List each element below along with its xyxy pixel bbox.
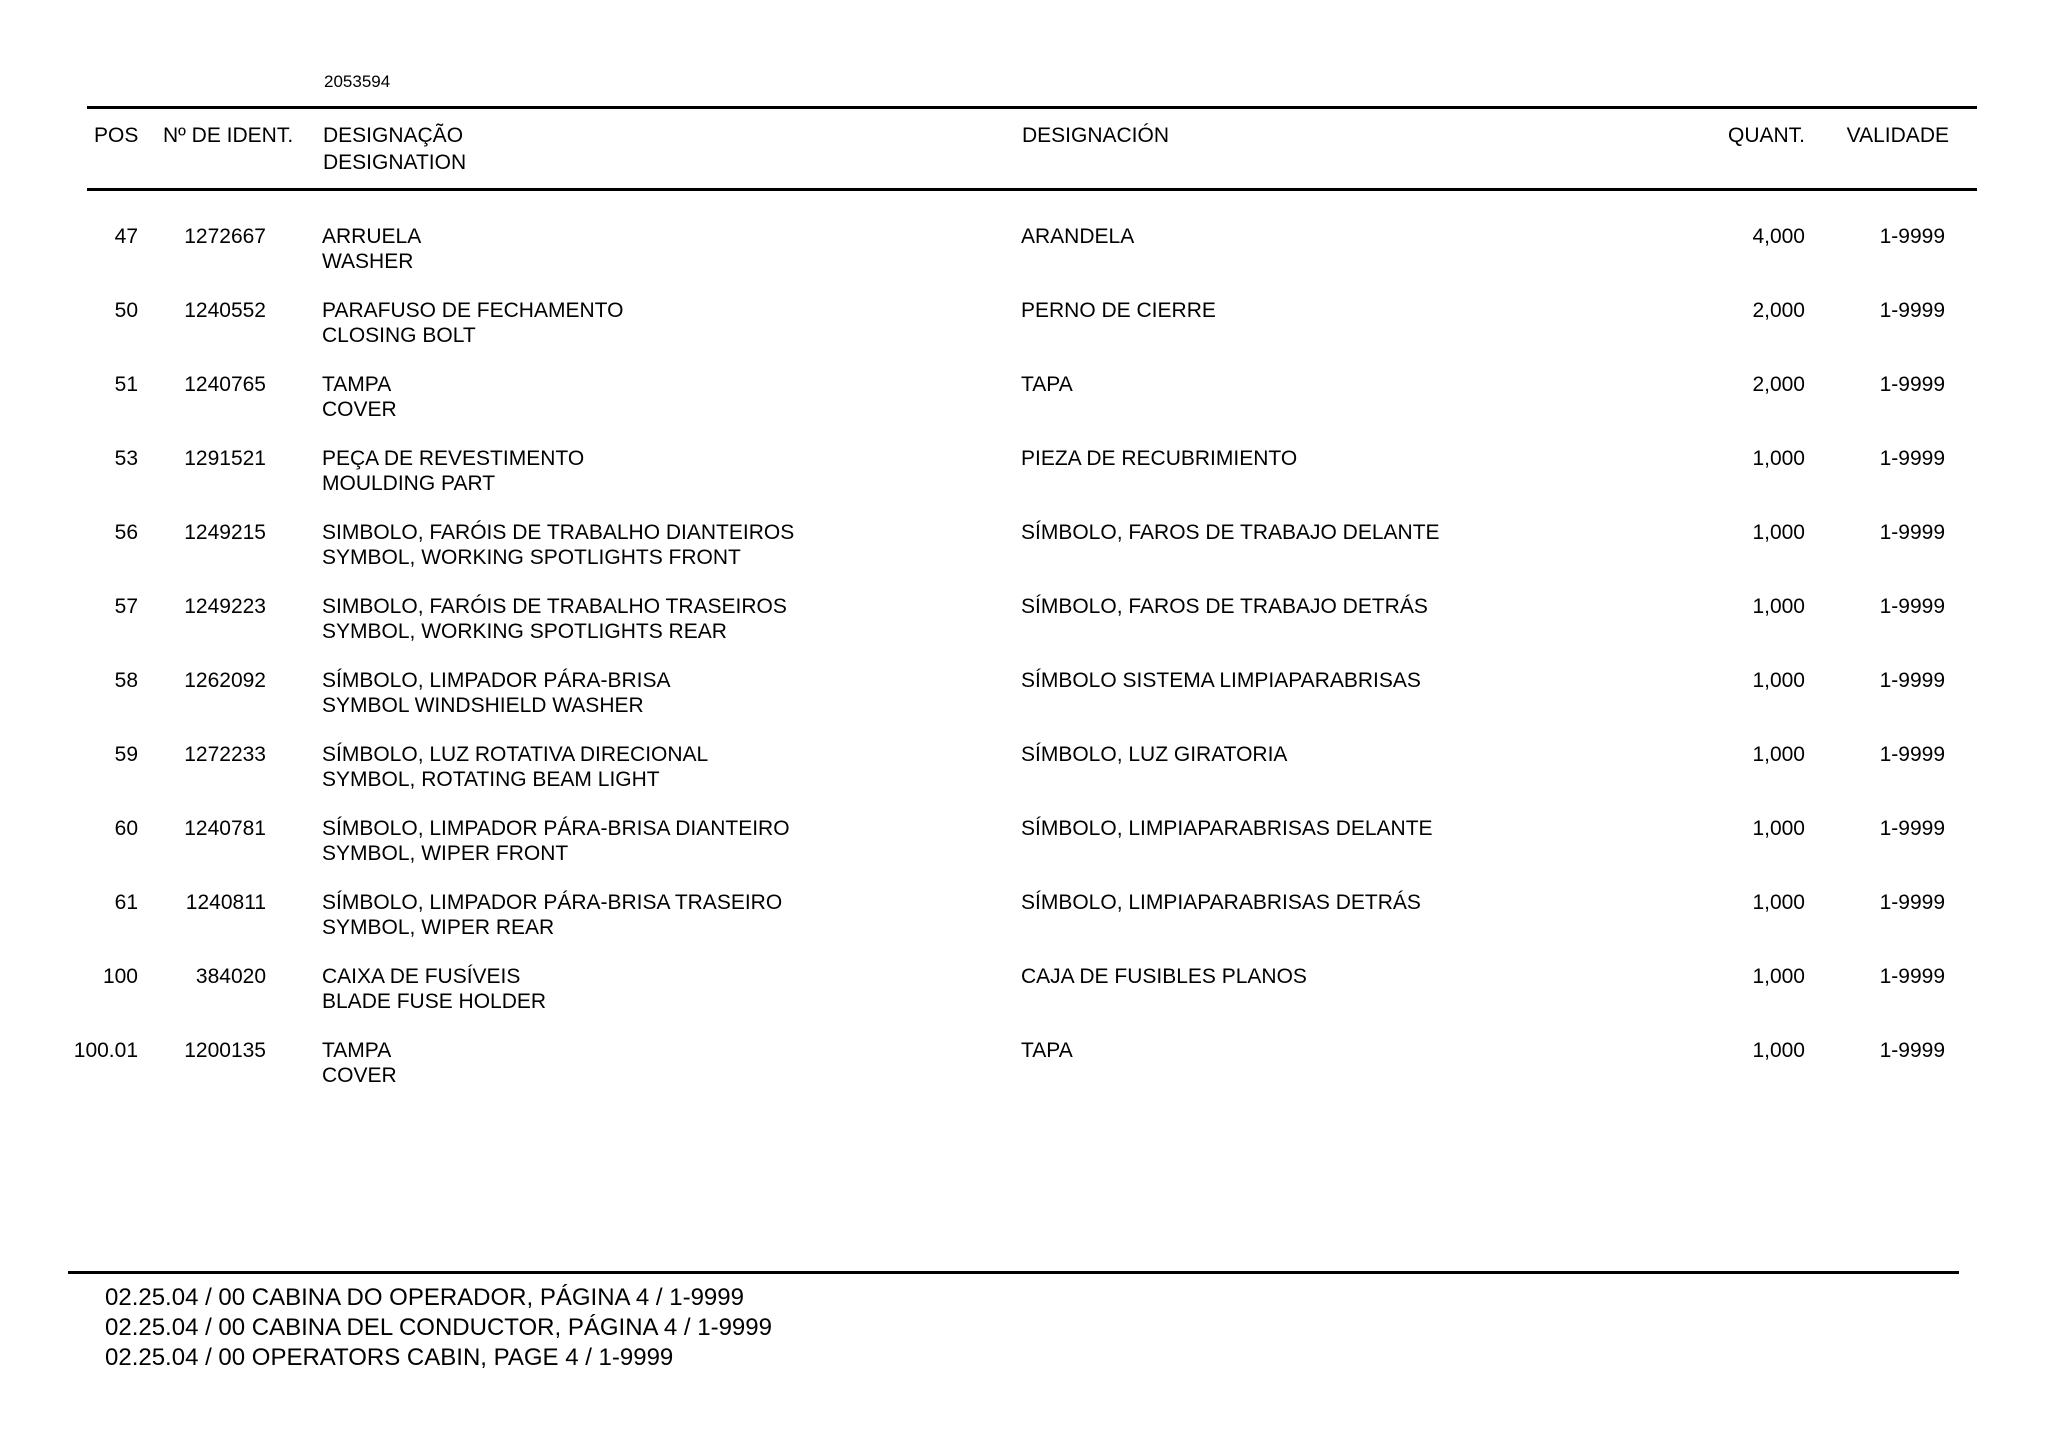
- row-designation-en: SYMBOL, ROTATING BEAM LIGHT: [322, 768, 660, 791]
- row-designation: [322, 224, 421, 274]
- row-quantity: 1,000: [1752, 891, 1805, 914]
- row-validity: 1-9999: [1879, 373, 1945, 396]
- row-pos: 57: [114, 595, 138, 618]
- row-ident: 1240552: [184, 299, 266, 322]
- row-designation-en: SYMBOL, WIPER FRONT: [322, 842, 569, 865]
- row-validity: 1-9999: [1879, 521, 1945, 544]
- row-designation-pt: SÍMBOLO, LIMPADOR PÁRA-BRISA TRASEIRO: [322, 891, 783, 914]
- row-designation: [322, 890, 782, 940]
- row-designation: [322, 816, 790, 866]
- row-pos: 60: [114, 817, 138, 840]
- row-designation: [322, 668, 671, 718]
- column-header-designation-es: DESIGNACIÓN: [1022, 124, 1170, 147]
- row-quantity: 1,000: [1752, 743, 1805, 766]
- row-validity: 1-9999: [1879, 299, 1945, 322]
- row-designation-en: SYMBOL, WORKING SPOTLIGHTS FRONT: [322, 546, 741, 569]
- column-header-quant: QUANT.: [1727, 124, 1805, 147]
- row-validity: 1-9999: [1879, 743, 1945, 766]
- row-pos: 47: [114, 225, 138, 248]
- table-row: [0, 890, 2048, 964]
- row-designation-en: COVER: [322, 398, 397, 421]
- row-quantity: 1,000: [1752, 669, 1805, 692]
- row-designation-es: ARANDELA: [1021, 225, 1135, 248]
- row-designation-es: SÍMBOLO, LUZ GIRATORIA: [1021, 743, 1288, 766]
- row-ident: 1200135: [184, 1039, 266, 1062]
- row-designation-en: COVER: [322, 1064, 397, 1087]
- footer-line-en: 02.25.04 / 00 OPERATORS CABIN, PAGE 4 / 1-9999: [105, 1344, 674, 1371]
- row-designation: [322, 594, 787, 644]
- row-quantity: 1,000: [1752, 965, 1805, 988]
- column-header-pos: POS: [94, 124, 139, 147]
- row-designation-es: PIEZA DE RECUBRIMIENTO: [1021, 447, 1298, 470]
- table-row: [0, 816, 2048, 890]
- row-ident: 1240811: [185, 891, 266, 914]
- table-row: [0, 446, 2048, 520]
- column-header-designation-en: DESIGNATION: [323, 151, 467, 174]
- row-pos: 51: [114, 373, 138, 396]
- column-header-validity: VALIDADE: [1846, 124, 1949, 147]
- row-designation: [322, 446, 584, 496]
- row-ident: 1272667: [184, 225, 266, 248]
- row-designation-es: SÍMBOLO SISTEMA LIMPIAPARABRISAS: [1021, 669, 1421, 692]
- row-ident: 1240765: [184, 373, 266, 396]
- row-designation-es: CAJA DE FUSIBLES PLANOS: [1021, 965, 1307, 988]
- row-designation: [322, 520, 794, 570]
- row-ident: 1272233: [184, 743, 266, 766]
- column-header-designation-pt: DESIGNAÇÃO: [323, 124, 464, 147]
- row-pos: 53: [114, 447, 138, 470]
- footer-line-es: 02.25.04 / 00 CABINA DEL CONDUCTOR, PÁGINA 4 / 1-9999: [105, 1314, 772, 1341]
- row-designation-es: PERNO DE CIERRE: [1021, 299, 1216, 322]
- row-designation: [322, 372, 397, 422]
- row-designation-pt: SIMBOLO, FARÓIS DE TRABALHO TRASEIROS: [322, 595, 787, 618]
- row-quantity: 1,000: [1752, 1039, 1805, 1062]
- row-validity: 1-9999: [1879, 891, 1945, 914]
- row-designation-en: SYMBOL, WORKING SPOTLIGHTS REAR: [322, 620, 727, 643]
- table-row: [0, 372, 2048, 446]
- row-designation-en: SYMBOL WINDSHIELD WASHER: [322, 694, 644, 717]
- row-ident: 1249215: [184, 521, 266, 544]
- row-designation-pt: SÍMBOLO, LIMPADOR PÁRA-BRISA: [322, 669, 671, 692]
- row-designation-en: MOULDING PART: [322, 472, 496, 495]
- table-row: [0, 1038, 2048, 1112]
- row-pos: 56: [114, 521, 138, 544]
- row-designation: [322, 1038, 397, 1088]
- row-designation-es: SÍMBOLO, LIMPIAPARABRISAS DETRÁS: [1021, 891, 1421, 914]
- row-validity: 1-9999: [1879, 595, 1945, 618]
- row-quantity: 1,000: [1752, 447, 1805, 470]
- parts-table-body: [0, 224, 2048, 1112]
- row-validity: 1-9999: [1879, 225, 1945, 248]
- header-bottom-rule: [87, 188, 1977, 191]
- row-designation-en: SYMBOL, WIPER REAR: [322, 916, 555, 939]
- row-designation: [322, 964, 546, 1014]
- footer-rule: [68, 1271, 1959, 1274]
- table-row: [0, 298, 2048, 372]
- document-number: 2053594: [324, 72, 391, 91]
- row-designation-es: TAPA: [1021, 373, 1073, 396]
- row-designation-pt: SÍMBOLO, LIMPADOR PÁRA-BRISA DIANTEIRO: [322, 817, 790, 840]
- row-designation-es: SÍMBOLO, FAROS DE TRABAJO DELANTE: [1021, 521, 1440, 544]
- table-row: [0, 964, 2048, 1038]
- page-footer: [105, 1283, 772, 1373]
- row-designation-es: SÍMBOLO, FAROS DE TRABAJO DETRÁS: [1021, 595, 1428, 618]
- row-quantity: 2,000: [1752, 299, 1805, 322]
- row-designation: [322, 742, 708, 792]
- column-header-designation: [323, 122, 466, 176]
- row-designation-pt: CAIXA DE FUSÍVEIS: [322, 965, 521, 988]
- row-quantity: 1,000: [1752, 595, 1805, 618]
- table-row: [0, 520, 2048, 594]
- row-pos: 50: [114, 299, 138, 322]
- row-ident: 1262092: [184, 669, 266, 692]
- row-designation-es: TAPA: [1021, 1039, 1073, 1062]
- row-designation-pt: SÍMBOLO, LUZ ROTATIVA DIRECIONAL: [322, 743, 709, 766]
- row-designation-pt: PARAFUSO DE FECHAMENTO: [322, 299, 624, 322]
- row-ident: 384020: [195, 965, 266, 988]
- row-validity: 1-9999: [1879, 817, 1945, 840]
- row-designation-pt: ARRUELA: [322, 225, 422, 248]
- row-quantity: 4,000: [1752, 225, 1805, 248]
- column-header-ident: Nº DE IDENT.: [163, 124, 294, 147]
- row-designation: [322, 298, 623, 348]
- row-designation-pt: SIMBOLO, FARÓIS DE TRABALHO DIANTEIROS: [322, 521, 795, 544]
- table-row: [0, 594, 2048, 668]
- row-quantity: 1,000: [1752, 817, 1805, 840]
- footer-line-pt: 02.25.04 / 00 CABINA DO OPERADOR, PÁGINA 4 / 1-9999: [105, 1284, 744, 1311]
- row-ident: 1249223: [184, 595, 266, 618]
- row-pos: 58: [114, 669, 138, 692]
- table-row: [0, 668, 2048, 742]
- row-ident: 1240781: [184, 817, 266, 840]
- row-pos: 59: [114, 743, 138, 766]
- row-validity: 1-9999: [1879, 965, 1945, 988]
- row-designation-pt: TAMPA: [322, 1039, 392, 1062]
- row-ident: 1291521: [184, 447, 266, 470]
- header-top-rule: [87, 106, 1977, 109]
- row-validity: 1-9999: [1879, 1039, 1945, 1062]
- row-validity: 1-9999: [1879, 447, 1945, 470]
- row-designation-en: BLADE FUSE HOLDER: [322, 990, 547, 1013]
- row-designation-pt: PEÇA DE REVESTIMENTO: [322, 447, 585, 470]
- row-pos: 100.01: [73, 1039, 138, 1062]
- row-quantity: 2,000: [1752, 373, 1805, 396]
- row-designation-es: SÍMBOLO, LIMPIAPARABRISAS DELANTE: [1021, 817, 1433, 840]
- row-designation-en: CLOSING BOLT: [322, 324, 476, 347]
- row-validity: 1-9999: [1879, 669, 1945, 692]
- row-designation-en: WASHER: [322, 250, 414, 273]
- row-quantity: 1,000: [1752, 521, 1805, 544]
- table-row: [0, 224, 2048, 298]
- row-pos: 61: [114, 891, 138, 914]
- row-designation-pt: TAMPA: [322, 373, 392, 396]
- row-pos: 100: [102, 965, 138, 988]
- table-row: [0, 742, 2048, 816]
